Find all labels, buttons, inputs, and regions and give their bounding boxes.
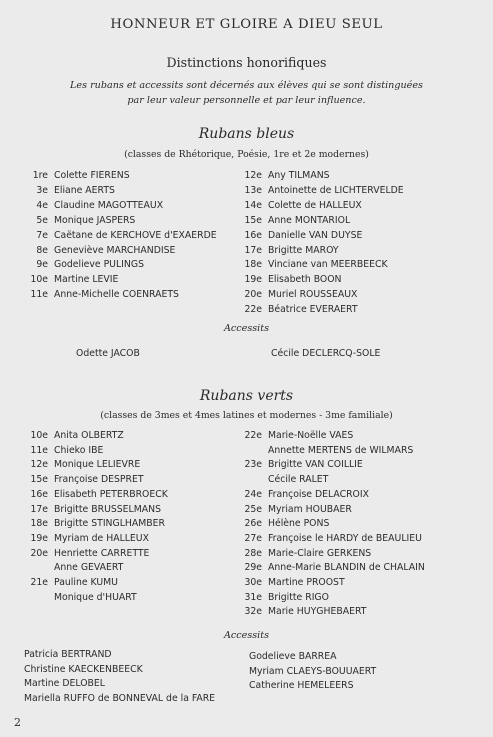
student-name: Pauline KUMU [54, 577, 118, 588]
student-name: Marie-Claire GERKENS [268, 547, 372, 559]
page-subtitle: Distinctions honorifiques [166, 55, 327, 70]
student-name: Elisabeth BOON [268, 274, 342, 286]
student-name: Brigitte BRUSSELMANS [54, 503, 161, 515]
rank-label: 12e [244, 170, 262, 181]
rank-label: 27e [244, 532, 262, 544]
list-item [238, 533, 422, 544]
intro-text [0, 78, 493, 108]
rank-label: 9e [36, 259, 48, 271]
student-name: Vinciane van MEERBEECK [268, 259, 388, 271]
rank-label: 28e [244, 547, 262, 559]
rank-label: 24e [244, 488, 262, 500]
green-accessits-label: Accessits [223, 630, 270, 641]
student-name: Brigitte MAROY [268, 244, 339, 256]
rank-label: 5e [36, 214, 48, 226]
list-item [238, 170, 330, 181]
student-name: Anne-Marie BLANDIN de CHALAIN [268, 562, 425, 574]
rank-label: 31e [244, 591, 262, 603]
list-item [24, 274, 118, 285]
page-title: HONNEUR ET GLOIRE A DIEU SEUL [110, 17, 383, 32]
student-name: Anne-Michelle COENRAETS [54, 289, 179, 301]
accessit-item: Godelieve BARREA [249, 651, 337, 662]
student-name: Françoise le HARDY de BEAULIEU [268, 532, 422, 544]
accessit-item: Christine KAECKENBEECK [24, 663, 143, 675]
list-item [238, 504, 352, 515]
list-item [238, 489, 369, 500]
list-item [238, 459, 363, 470]
page-number: 2 [14, 716, 21, 729]
list-item [238, 592, 329, 603]
student-name: Françoise DELACROIX [268, 488, 369, 500]
list-item [24, 245, 175, 256]
list-item [24, 170, 130, 181]
rank-label: 12e [30, 459, 48, 471]
student-name: Any TILMANS [268, 170, 330, 181]
green-heading: Rubans verts [199, 388, 294, 404]
list-item [238, 215, 350, 226]
accessit-item: Martine DELOBEL [24, 678, 105, 690]
rank-label: 20e [30, 547, 48, 559]
student-name: Monique d'HUART [54, 591, 137, 603]
accessit-item: Catherine HEMELEERS [249, 680, 354, 692]
list-item [24, 518, 165, 529]
student-name: Godelieve PULINGS [54, 259, 144, 271]
rank-label: 22e [244, 430, 262, 441]
blue-accessit-item: Odette JACOB [76, 348, 140, 359]
student-name: Annette MERTENS de WILMARS [268, 444, 414, 456]
student-name: Hélène PONS [268, 518, 330, 530]
student-name: Béatrice EVERAERT [268, 304, 358, 316]
student-name: Monique LELIEVRE [54, 459, 141, 471]
list-item [24, 430, 124, 441]
list-item [24, 489, 168, 500]
student-name: Françoise DESPRET [54, 474, 144, 486]
rank-label: 10e [30, 274, 48, 286]
list-item [238, 274, 342, 285]
student-name: Colette FIERENS [54, 170, 130, 181]
rank-label: 17e [30, 503, 48, 515]
rank-label: 15e [244, 214, 262, 226]
rank-label: 18e [30, 518, 48, 530]
accessit-item: Patricia BERTRAND [24, 649, 112, 660]
list-item [238, 474, 328, 485]
green-classes: (classes de 3mes et 4mes latines et modernes - 3me familiale) [100, 410, 393, 421]
rank-label: 26e [244, 518, 262, 530]
list-item [24, 474, 144, 485]
student-name: Danielle VAN DUYSE [268, 229, 363, 241]
rank-label: 4e [36, 199, 48, 211]
list-item [238, 562, 425, 573]
student-name: Cécile RALET [268, 474, 329, 486]
student-name: Marie HUYGHEBAERT [268, 606, 367, 618]
student-name: Anne MONTARIOL [268, 214, 351, 226]
list-item [24, 592, 137, 603]
rank-label: 22e [244, 304, 262, 316]
student-name: Antoinette de LICHTERVELDE [268, 184, 404, 196]
blue-accessits-label: Accessits [223, 323, 270, 334]
student-name: Brigitte STINGLHAMBER [54, 518, 165, 530]
rank-label: 16e [244, 229, 262, 241]
list-item [238, 230, 362, 241]
list-item [24, 577, 118, 588]
rank-label: 11e [30, 444, 48, 456]
rank-label: 8e [36, 244, 48, 256]
list-item [24, 230, 217, 241]
list-item [238, 185, 404, 196]
rank-label: 11e [30, 289, 48, 301]
list-item [24, 259, 144, 270]
list-item [238, 548, 371, 559]
rank-label: 32e [244, 606, 262, 618]
list-item [24, 459, 140, 470]
rank-label: 16e [30, 488, 48, 500]
list-item [238, 445, 413, 456]
rank-label: 13e [244, 184, 262, 196]
student-name: Brigitte RIGO [268, 591, 329, 603]
rank-label: 21e [30, 577, 48, 588]
student-name: Marie-Noëlle VAES [268, 430, 354, 441]
list-item [238, 200, 362, 211]
list-item [238, 259, 388, 270]
accessit-item: Myriam CLAEYS-BOUUAERT [249, 665, 377, 677]
list-item [238, 245, 339, 256]
student-name: Caëtane de KERCHOVE d'EXAERDE [54, 229, 217, 241]
student-name: Colette de HALLEUX [268, 199, 362, 211]
list-item [238, 577, 345, 588]
list-item [24, 562, 123, 573]
rank-label: 15e [30, 474, 48, 486]
rank-label: 20e [244, 289, 262, 301]
rank-label: 10e [30, 430, 48, 441]
student-name: Chieko IBE [54, 444, 104, 456]
student-name: Myriam HOUBAER [268, 503, 352, 515]
list-item [238, 430, 353, 441]
rank-label: 14e [244, 199, 262, 211]
student-name: Claudine MAGOTTEAUX [54, 199, 164, 211]
list-item [238, 606, 366, 617]
list-item [238, 304, 358, 315]
rank-label: 1re [32, 170, 48, 181]
student-name: Geneviève MARCHANDISE [54, 244, 176, 256]
list-item [24, 200, 163, 211]
student-name: Brigitte VAN COILLIE [268, 459, 363, 471]
student-name: Eliane AERTS [54, 184, 115, 196]
list-item [24, 504, 161, 515]
student-name: Monique JASPERS [54, 214, 136, 226]
student-name: Anne GEVAERT [54, 562, 124, 574]
rank-label: 18e [244, 259, 262, 271]
list-item [238, 518, 329, 529]
list-item [24, 289, 179, 300]
accessit-item: Mariella RUFFO de BONNEVAL de la FARE [24, 693, 216, 705]
blue-classes: (classes de Rhétorique, Poésie, 1re et 2e modernes) [124, 149, 369, 160]
list-item [24, 533, 149, 544]
blue-heading: Rubans bleus [198, 126, 295, 142]
student-name: Martine LEVIE [54, 274, 119, 286]
rank-label: 19e [30, 532, 48, 544]
rank-label: 30e [244, 577, 262, 588]
list-item [24, 215, 135, 226]
student-name: Muriel ROUSSEAUX [268, 289, 358, 301]
rank-label: 29e [244, 562, 262, 574]
rank-label: 19e [244, 274, 262, 286]
list-item [24, 185, 115, 196]
student-name: Myriam de HALLEUX [54, 532, 149, 544]
list-item [24, 445, 103, 456]
intro-line: Les rubans et accessits sont décernés aux élèves qui se sont distinguées [70, 80, 423, 91]
rank-label: 17e [244, 244, 262, 256]
intro-line: par leur valeur personnelle et par leur influence. [127, 95, 366, 106]
list-item [24, 548, 149, 559]
rank-label: 3e [36, 184, 48, 196]
student-name: Henriette CARRETTE [54, 547, 150, 559]
rank-label: 23e [244, 459, 262, 471]
blue-accessit-item: Cécile DECLERCQ-SOLE [271, 348, 381, 359]
rank-label: 25e [244, 503, 262, 515]
student-name: Martine PROOST [268, 577, 345, 588]
rank-label: 7e [36, 229, 48, 241]
student-name: Anita OLBERTZ [54, 430, 124, 441]
student-name: Elisabeth PETERBROECK [54, 488, 168, 500]
list-item [238, 289, 357, 300]
